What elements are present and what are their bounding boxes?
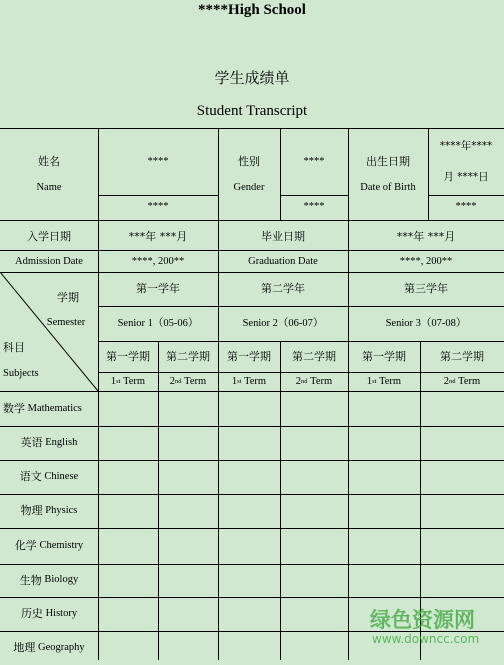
graduation-date-label-en: Graduation Date [248,255,318,267]
admission-date-value-cn: ***年 ***月 [128,230,188,244]
row-divider [0,528,504,529]
graduation-date-value-cn: ***年 ***月 [396,230,456,244]
subject-label: 地理 Geography [13,641,85,655]
subject-label: 生物 Biology [19,573,79,587]
graduation-date-value-en: ****, 200** [399,255,453,267]
row-divider [0,631,504,632]
column-divider [280,341,281,660]
subject-label: 物理 Physics [20,504,78,518]
dob-value: ****年**** 月 ****日 [439,140,493,183]
term-header-cn: 第二学期 [440,350,484,364]
dob-value-en: **** [455,201,477,213]
row-divider [280,195,348,196]
row-divider [0,250,504,251]
gender-value-en: **** [303,201,325,213]
subject-label: 数学 Mathematics [3,402,82,416]
term-header-cn: 第一学期 [227,350,271,364]
row-divider [428,195,504,196]
row-divider [0,220,504,221]
subject-label: 英语 English [20,436,78,450]
row-divider [0,426,504,427]
header-diagonal [0,272,99,392]
name-value-en: **** [147,201,169,213]
document-title-cn: 学生成绩单 [214,69,290,87]
row-divider [0,460,504,461]
term-header-en: 2 nd Term [443,375,481,387]
column-divider [98,128,99,660]
subject-label-en: Subjects [3,367,39,379]
row-divider [0,564,504,565]
graduation-date-label-cn: 毕业日期 [261,230,305,244]
row-divider [0,597,504,598]
semester-label-en: Semester [46,316,86,328]
term-header-cn: 第一学期 [106,350,150,364]
year-3-en: Senior 3（07-08） [385,317,467,329]
subject-label-cn: 科目 [3,341,25,355]
dob-label: 出生日期 Date of Birth [360,154,416,193]
term-header-en: 1 st Term [231,375,267,387]
year-1-cn: 第一学年 [136,282,180,296]
year-2-cn: 第二学年 [261,282,305,296]
semester-label-cn: 学期 [57,291,79,305]
column-divider [428,128,429,220]
year-3-cn: 第三学年 [404,282,448,296]
term-header-en: 1 st Term [366,375,402,387]
gender-value: **** [303,155,325,167]
column-divider [420,341,421,660]
school-name: ****High School [198,2,306,18]
term-header-en: 2 nd Term [169,375,207,387]
row-divider [98,306,504,307]
name-label: 姓名 Name [36,154,62,193]
admission-date-label-cn: 入学日期 [27,230,71,244]
term-header-cn: 第二学期 [166,350,210,364]
subject-label: 历史 History [20,607,78,621]
watermark-logo: 绿色资源网 [370,608,475,632]
document-title-en: Student Transcript [196,103,308,119]
subject-label: 语文 Chinese [19,470,79,484]
gender-label: 性别 Gender [233,154,265,193]
column-divider [348,128,349,660]
term-header-cn: 第二学期 [292,350,336,364]
term-header-en: 2 nd Term [295,375,333,387]
row-divider [0,494,504,495]
name-value: **** [147,155,169,167]
column-divider [280,128,281,220]
row-divider [98,195,218,196]
subject-label: 化学 Chemistry [14,539,84,553]
watermark-url: www.downcc.com [372,632,480,646]
admission-date-label-en: Admission Date [15,255,83,267]
term-header-en: 1 st Term [110,375,146,387]
year-1-en: Senior 1（05-06） [117,317,199,329]
year-2-en: Senior 2（06-07） [242,317,324,329]
term-header-cn: 第一学期 [362,350,406,364]
column-divider [158,341,159,660]
admission-date-value-en: ****, 200** [131,255,185,267]
column-divider [218,128,219,660]
